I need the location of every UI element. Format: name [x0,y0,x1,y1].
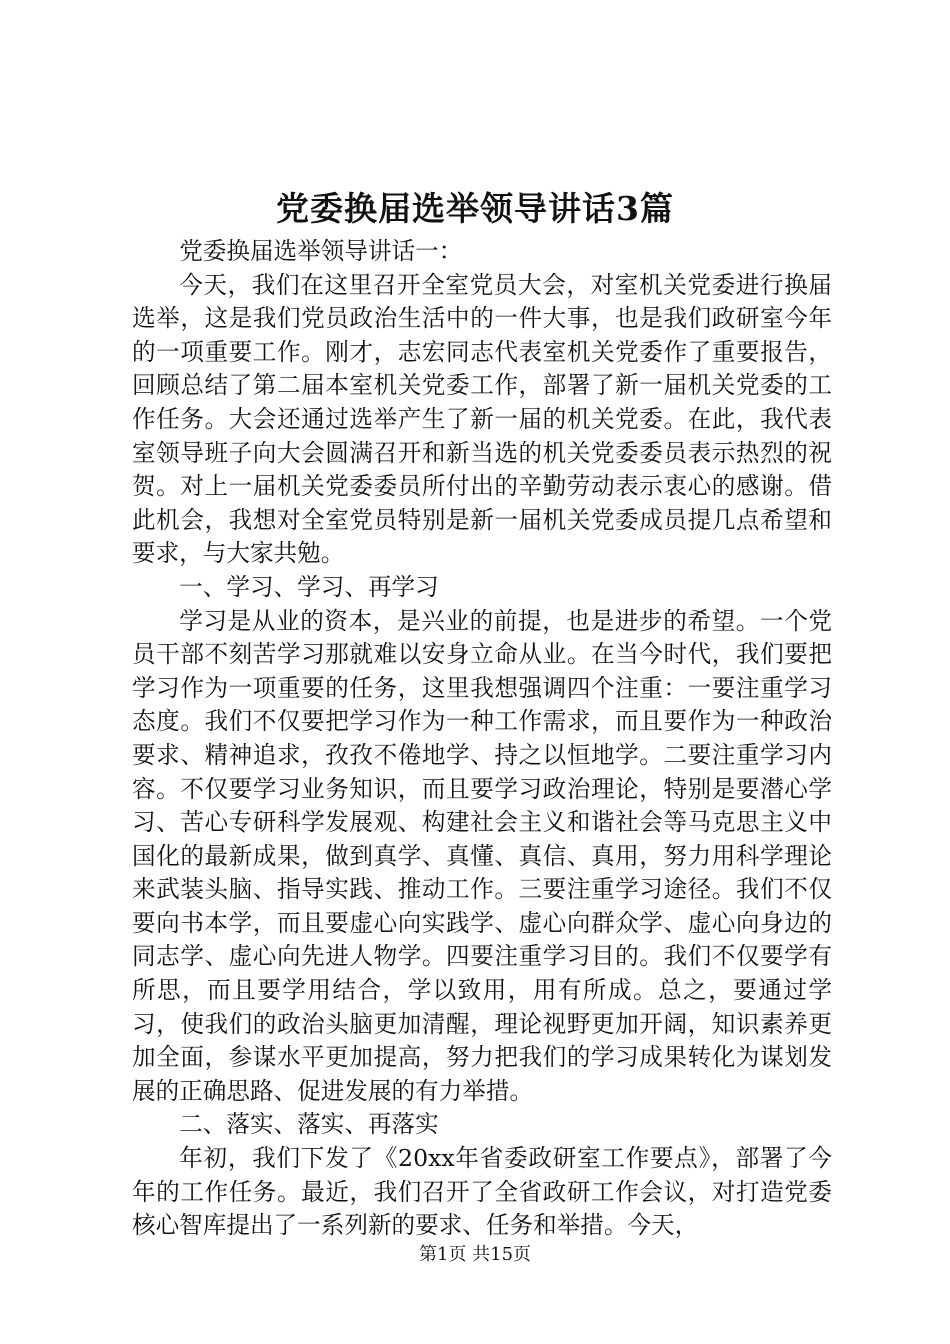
body-paragraph: 学习是从业的资本，是兴业的前提，也是进步的希望。一个党员干部不刻苦学习那就难以安身立命从业。在当今时代，我们要把学习作为一项重要的任务，这里我想强调四个注重：一要注重学习态度。我们不仅要把学习作为一种工作需求，而且要作为一种政治要求、精神追求，孜孜不倦地学、持之以恒地学。二要注重学习内容。不仅要学习业务知识，而且要学习政治理论，特别是要潜心学习、苦心专研科学发展观、构建社会主义和谐社会等马克思主义中国化的最新成果，做到真学、真懂、真信、真用，努力用科学理论来武装头脑、指导实践、推动工作。三要注重学习途径。我们不仅要向书本学，而且要虚心向实践学、虚心向群众学、虚心向身边的同志学、虚心向先进人物学。四要注重学习目的。我们不仅要学有所思，而且要学用结合，学以致用，用有所成。总之，要通过学习，使我们的政治头脑更加清醒，理论视野更加开阔，知识素养更加全面，参谋水平更加提高，努力把我们的学习成果转化为谋划发展的正确思路、促进发展的有力举措。 [132,606,832,1105]
body-paragraph: 年初，我们下发了《20xx年省委政研室工作要点》，部署了今年的工作任务。最近，我们召开了全省政研工作会议，对打造党委核心智库提出了一系列新的要求、任务和举措。今天， [132,1144,832,1240]
page-number-footer: 第1页 共15页 [418,1244,532,1265]
document-title: 党委换届选举领导讲话3篇 [276,189,674,228]
document-body [132,235,832,1243]
speech-subtitle: 党委换届选举领导讲话一： [179,237,463,265]
section-heading: 一、学习、学习、再学习 [179,572,439,601]
section-heading: 二、落实、落实、再落实 [179,1110,439,1139]
body-paragraph: 今天，我们在这里召开全室党员大会，对室机关党委进行换届选举，这是我们党员政治生活中的一件大事，也是我们政研室今年的一项重要工作。刚才，志宏同志代表室机关党委作了重要报告，回顾总结了第二届本室机关党委工作，部署了新一届机关党委的工作任务。大会还通过选举产生了新一届的机关党委。在此，我代表室领导班子向大会圆满召开和新当选的机关党委委员表示热烈的祝贺。对上一届机关党委委员所付出的辛勤劳动表示衷心的感谢。借此机会，我想对全室党员特别是新一届机关党委成员提几点希望和要求，与大家共勉。 [132,270,832,568]
